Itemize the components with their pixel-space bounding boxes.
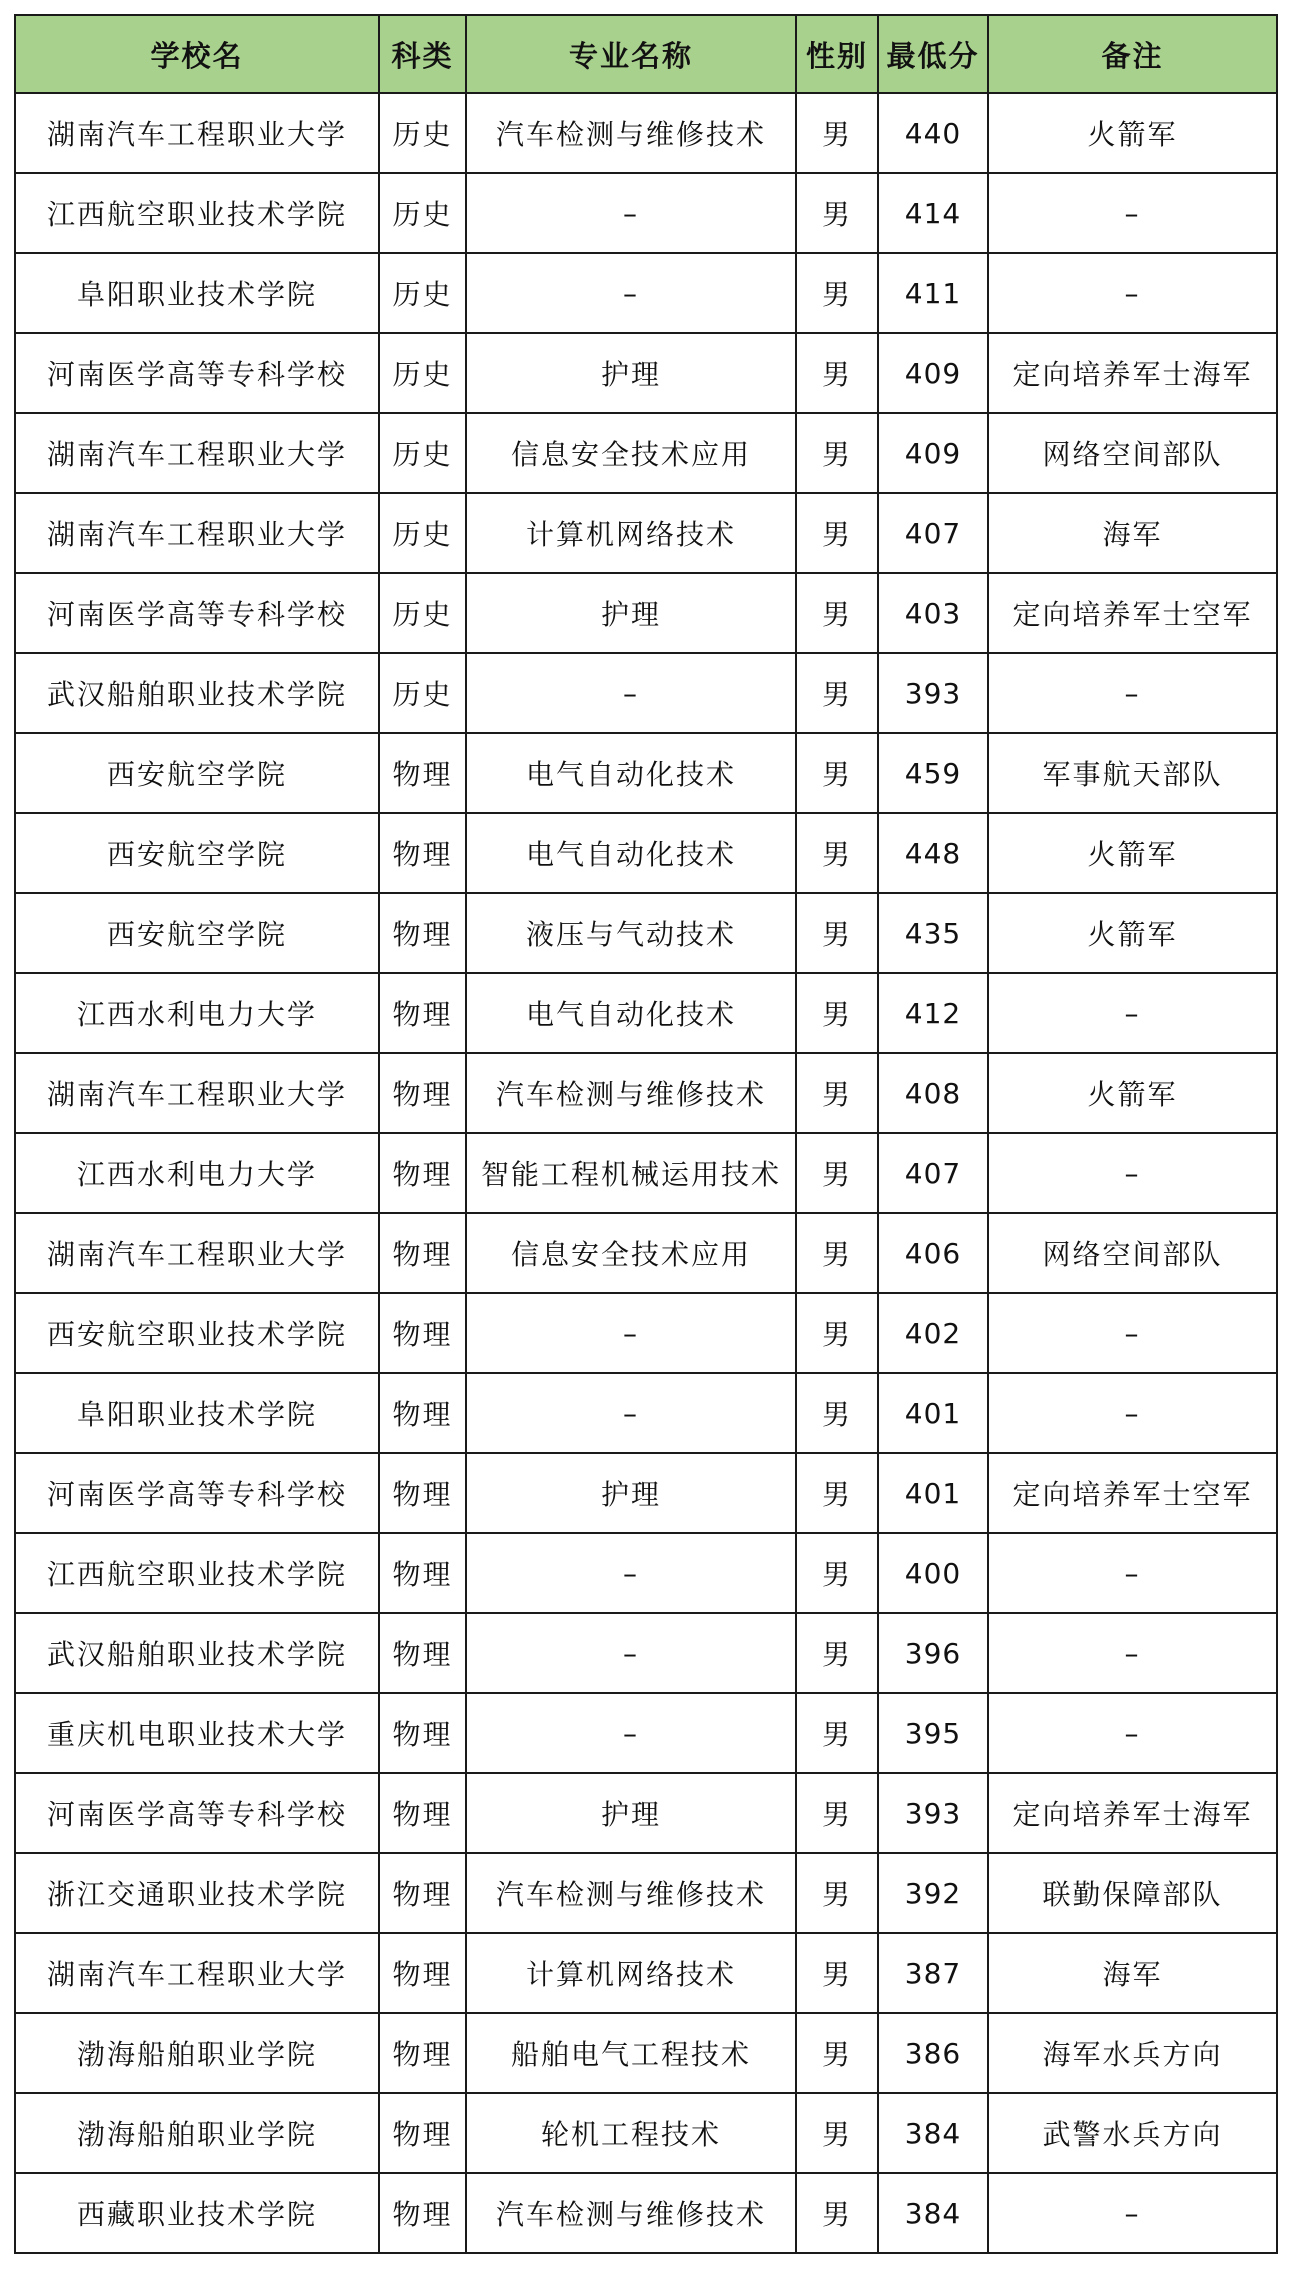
major-cell: 液压与气动技术 <box>466 893 796 973</box>
note-cell: 定向培养军士海军 <box>988 333 1277 413</box>
min-score-cell: 401 <box>878 1453 988 1533</box>
gender-cell: 男 <box>796 653 878 733</box>
table-row <box>15 813 1277 893</box>
table-row <box>15 1693 1277 1773</box>
admission-scores-table-wrapper <box>14 14 1276 2258</box>
min-score-cell: 386 <box>878 2013 988 2093</box>
school-name-cell: 湖南汽车工程职业大学 <box>15 1213 379 1293</box>
table-row <box>15 1853 1277 1933</box>
major-cell: 信息安全技术应用 <box>466 1213 796 1293</box>
gender-cell: 男 <box>796 2173 878 2253</box>
note-cell: 定向培养军士空军 <box>988 1453 1277 1533</box>
subject-cell: 物理 <box>379 2013 466 2093</box>
note-cell: 火箭军 <box>988 893 1277 973</box>
note-cell: 定向培养军士空军 <box>988 573 1277 653</box>
table-row <box>15 2173 1277 2253</box>
note-cell: 海军水兵方向 <box>988 2013 1277 2093</box>
gender-cell: 男 <box>796 973 878 1053</box>
note-cell: 武警水兵方向 <box>988 2093 1277 2173</box>
gender-cell: 男 <box>796 333 878 413</box>
school-name-cell: 河南医学高等专科学校 <box>15 333 379 413</box>
table-row <box>15 1053 1277 1133</box>
table-header <box>15 15 1277 93</box>
min-score-cell: 396 <box>878 1613 988 1693</box>
table-row <box>15 573 1277 653</box>
table-row <box>15 973 1277 1053</box>
min-score-cell: 407 <box>878 1133 988 1213</box>
table-row <box>15 173 1277 253</box>
school-name-cell: 武汉船舶职业技术学院 <box>15 1613 379 1693</box>
table-row <box>15 1773 1277 1853</box>
subject-cell: 物理 <box>379 1693 466 1773</box>
school-name-cell: 湖南汽车工程职业大学 <box>15 1053 379 1133</box>
gender-cell: 男 <box>796 253 878 333</box>
major-cell: 汽车检测与维修技术 <box>466 93 796 173</box>
major-cell: – <box>466 653 796 733</box>
header-subject-track: 科类 <box>379 15 466 93</box>
subject-cell: 物理 <box>379 733 466 813</box>
major-cell: 汽车检测与维修技术 <box>466 1853 796 1933</box>
min-score-cell: 435 <box>878 893 988 973</box>
table-row <box>15 1293 1277 1373</box>
gender-cell: 男 <box>796 1133 878 1213</box>
major-cell: 护理 <box>466 333 796 413</box>
gender-cell: 男 <box>796 1293 878 1373</box>
gender-cell: 男 <box>796 1373 878 1453</box>
subject-cell: 物理 <box>379 1853 466 1933</box>
major-cell: 计算机网络技术 <box>466 1933 796 2013</box>
major-cell: 电气自动化技术 <box>466 813 796 893</box>
school-name-cell: 河南医学高等专科学校 <box>15 1453 379 1533</box>
subject-cell: 物理 <box>379 1453 466 1533</box>
min-score-cell: 401 <box>878 1373 988 1453</box>
school-name-cell: 浙江交通职业技术学院 <box>15 1853 379 1933</box>
major-cell: – <box>466 253 796 333</box>
subject-cell: 物理 <box>379 1293 466 1373</box>
gender-cell: 男 <box>796 1533 878 1613</box>
school-name-cell: 渤海船舶职业学院 <box>15 2013 379 2093</box>
subject-cell: 历史 <box>379 653 466 733</box>
min-score-cell: 409 <box>878 413 988 493</box>
school-name-cell: 西藏职业技术学院 <box>15 2173 379 2253</box>
table-row <box>15 1373 1277 1453</box>
table-row <box>15 493 1277 573</box>
min-score-cell: 448 <box>878 813 988 893</box>
table-row <box>15 1133 1277 1213</box>
note-cell: – <box>988 2173 1277 2253</box>
gender-cell: 男 <box>796 1693 878 1773</box>
min-score-cell: 414 <box>878 173 988 253</box>
subject-cell: 物理 <box>379 2093 466 2173</box>
table-row <box>15 1453 1277 1533</box>
school-name-cell: 江西航空职业技术学院 <box>15 1533 379 1613</box>
note-cell: 火箭军 <box>988 93 1277 173</box>
major-cell: 信息安全技术应用 <box>466 413 796 493</box>
gender-cell: 男 <box>796 413 878 493</box>
note-cell: – <box>988 1533 1277 1613</box>
major-cell: 汽车检测与维修技术 <box>466 1053 796 1133</box>
gender-cell: 男 <box>796 1933 878 2013</box>
school-name-cell: 西安航空学院 <box>15 893 379 973</box>
min-score-cell: 393 <box>878 1773 988 1853</box>
gender-cell: 男 <box>796 1853 878 1933</box>
gender-cell: 男 <box>796 1773 878 1853</box>
major-cell: 护理 <box>466 1453 796 1533</box>
major-cell: 计算机网络技术 <box>466 493 796 573</box>
major-cell: 电气自动化技术 <box>466 973 796 1053</box>
min-score-cell: 411 <box>878 253 988 333</box>
gender-cell: 男 <box>796 1213 878 1293</box>
min-score-cell: 459 <box>878 733 988 813</box>
min-score-cell: 407 <box>878 493 988 573</box>
min-score-cell: 403 <box>878 573 988 653</box>
subject-cell: 历史 <box>379 413 466 493</box>
subject-cell: 物理 <box>379 1373 466 1453</box>
school-name-cell: 重庆机电职业技术大学 <box>15 1693 379 1773</box>
subject-cell: 物理 <box>379 813 466 893</box>
min-score-cell: 408 <box>878 1053 988 1133</box>
subject-cell: 历史 <box>379 253 466 333</box>
subject-cell: 物理 <box>379 2173 466 2253</box>
min-score-cell: 409 <box>878 333 988 413</box>
note-cell: 海军 <box>988 493 1277 573</box>
note-cell: – <box>988 1133 1277 1213</box>
subject-cell: 历史 <box>379 173 466 253</box>
school-name-cell: 阜阳职业技术学院 <box>15 253 379 333</box>
note-cell: – <box>988 973 1277 1053</box>
header-row <box>15 15 1277 93</box>
major-cell: 护理 <box>466 573 796 653</box>
school-name-cell: 湖南汽车工程职业大学 <box>15 93 379 173</box>
major-cell: 船舶电气工程技术 <box>466 2013 796 2093</box>
major-cell: – <box>466 1293 796 1373</box>
gender-cell: 男 <box>796 1453 878 1533</box>
note-cell: 网络空间部队 <box>988 413 1277 493</box>
school-name-cell: 湖南汽车工程职业大学 <box>15 493 379 573</box>
gender-cell: 男 <box>796 813 878 893</box>
note-cell: 火箭军 <box>988 1053 1277 1133</box>
major-cell: – <box>466 1693 796 1773</box>
table-row <box>15 2013 1277 2093</box>
table-row <box>15 93 1277 173</box>
major-cell: – <box>466 1373 796 1453</box>
subject-cell: 历史 <box>379 493 466 573</box>
subject-cell: 物理 <box>379 1933 466 2013</box>
major-cell: – <box>466 173 796 253</box>
note-cell: 联勤保障部队 <box>988 1853 1277 1933</box>
school-name-cell: 西安航空学院 <box>15 813 379 893</box>
major-cell: – <box>466 1533 796 1613</box>
table-row <box>15 413 1277 493</box>
major-cell: – <box>466 1613 796 1693</box>
subject-cell: 物理 <box>379 1773 466 1853</box>
gender-cell: 男 <box>796 2013 878 2093</box>
school-name-cell: 湖南汽车工程职业大学 <box>15 1933 379 2013</box>
subject-cell: 历史 <box>379 573 466 653</box>
min-score-cell: 384 <box>878 2173 988 2253</box>
table-row <box>15 1533 1277 1613</box>
note-cell: 定向培养军士海军 <box>988 1773 1277 1853</box>
min-score-cell: 402 <box>878 1293 988 1373</box>
table-row <box>15 733 1277 813</box>
school-name-cell: 阜阳职业技术学院 <box>15 1373 379 1453</box>
school-name-cell: 江西水利电力大学 <box>15 1133 379 1213</box>
table-row <box>15 253 1277 333</box>
school-name-cell: 湖南汽车工程职业大学 <box>15 413 379 493</box>
school-name-cell: 西安航空职业技术学院 <box>15 1293 379 1373</box>
header-major-name: 专业名称 <box>466 15 796 93</box>
min-score-cell: 440 <box>878 93 988 173</box>
school-name-cell: 渤海船舶职业学院 <box>15 2093 379 2173</box>
subject-cell: 物理 <box>379 973 466 1053</box>
subject-cell: 历史 <box>379 333 466 413</box>
note-cell: – <box>988 1613 1277 1693</box>
major-cell: 汽车检测与维修技术 <box>466 2173 796 2253</box>
min-score-cell: 400 <box>878 1533 988 1613</box>
major-cell: 智能工程机械运用技术 <box>466 1133 796 1213</box>
subject-cell: 历史 <box>379 93 466 173</box>
note-cell: – <box>988 1693 1277 1773</box>
major-cell: 电气自动化技术 <box>466 733 796 813</box>
school-name-cell: 西安航空学院 <box>15 733 379 813</box>
school-name-cell: 江西水利电力大学 <box>15 973 379 1053</box>
min-score-cell: 392 <box>878 1853 988 1933</box>
gender-cell: 男 <box>796 2093 878 2173</box>
school-name-cell: 河南医学高等专科学校 <box>15 573 379 653</box>
min-score-cell: 395 <box>878 1693 988 1773</box>
note-cell: – <box>988 1293 1277 1373</box>
min-score-cell: 387 <box>878 1933 988 2013</box>
table-row <box>15 2093 1277 2173</box>
min-score-cell: 406 <box>878 1213 988 1293</box>
gender-cell: 男 <box>796 173 878 253</box>
table-row <box>15 1213 1277 1293</box>
subject-cell: 物理 <box>379 1213 466 1293</box>
admission-scores-table <box>14 14 1278 2254</box>
note-cell: – <box>988 653 1277 733</box>
header-notes: 备注 <box>988 15 1277 93</box>
subject-cell: 物理 <box>379 893 466 973</box>
min-score-cell: 412 <box>878 973 988 1053</box>
table-row <box>15 333 1277 413</box>
table-row <box>15 1933 1277 2013</box>
min-score-cell: 393 <box>878 653 988 733</box>
gender-cell: 男 <box>796 1613 878 1693</box>
subject-cell: 物理 <box>379 1613 466 1693</box>
header-gender: 性别 <box>796 15 878 93</box>
gender-cell: 男 <box>796 493 878 573</box>
table-row <box>15 653 1277 733</box>
school-name-cell: 武汉船舶职业技术学院 <box>15 653 379 733</box>
note-cell: 网络空间部队 <box>988 1213 1277 1293</box>
table-row <box>15 893 1277 973</box>
note-cell: 海军 <box>988 1933 1277 2013</box>
school-name-cell: 江西航空职业技术学院 <box>15 173 379 253</box>
note-cell: 火箭军 <box>988 813 1277 893</box>
subject-cell: 物理 <box>379 1133 466 1213</box>
note-cell: – <box>988 1373 1277 1453</box>
header-school-name: 学校名 <box>15 15 379 93</box>
major-cell: 轮机工程技术 <box>466 2093 796 2173</box>
table-body <box>15 93 1277 2253</box>
gender-cell: 男 <box>796 93 878 173</box>
note-cell: – <box>988 253 1277 333</box>
min-score-cell: 384 <box>878 2093 988 2173</box>
gender-cell: 男 <box>796 893 878 973</box>
note-cell: – <box>988 173 1277 253</box>
header-min-score: 最低分 <box>878 15 988 93</box>
subject-cell: 物理 <box>379 1053 466 1133</box>
note-cell: 军事航天部队 <box>988 733 1277 813</box>
gender-cell: 男 <box>796 733 878 813</box>
school-name-cell: 河南医学高等专科学校 <box>15 1773 379 1853</box>
subject-cell: 物理 <box>379 1533 466 1613</box>
table-row <box>15 1613 1277 1693</box>
gender-cell: 男 <box>796 1053 878 1133</box>
gender-cell: 男 <box>796 573 878 653</box>
major-cell: 护理 <box>466 1773 796 1853</box>
